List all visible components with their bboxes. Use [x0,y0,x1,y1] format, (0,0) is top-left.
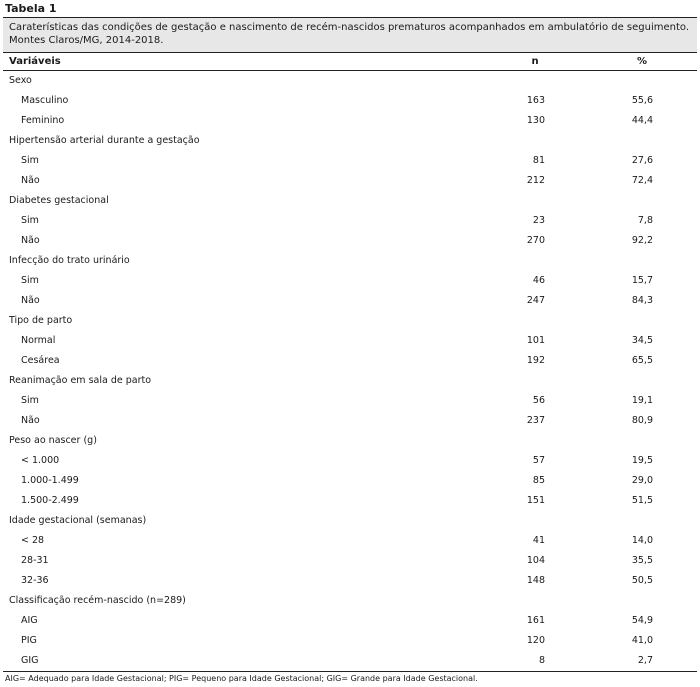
row-label: 32-36 [21,575,49,586]
table-row [3,531,697,551]
cell-pct: 44,4 [631,115,653,126]
cell-n [483,511,587,531]
header-variable: Variáveis [9,56,61,67]
table-row [3,331,697,351]
row-label: AIG [21,615,38,626]
cell-pct [587,71,697,91]
row-label: GIG [21,655,39,666]
group-label: Peso ao nascer (g) [9,435,97,446]
cell-pct: 54,9 [631,615,653,626]
cell-pct [587,311,697,331]
cell-pct: 2,7 [637,655,653,666]
table-row [3,231,697,251]
table-row [3,351,697,371]
cell-n: 41 [532,535,545,546]
table-group-row [3,511,697,531]
cell-n [483,251,587,271]
cell-n: 237 [526,415,545,426]
cell-pct [587,131,697,151]
cell-n: 130 [526,115,545,126]
cell-n: 247 [526,295,545,306]
cell-pct [587,251,697,271]
table-row [3,451,697,471]
row-label: PIG [21,635,37,646]
cell-n: 101 [526,335,545,346]
table-row [3,211,697,231]
cell-n: 81 [532,155,545,166]
cell-pct: 7,8 [637,215,653,226]
row-label: Cesárea [21,355,60,366]
table-row [3,551,697,571]
group-label: Sexo [9,75,32,86]
cell-pct: 19,5 [631,455,653,466]
table-header-row [3,53,697,71]
table-row [3,391,697,411]
row-label: < 28 [21,535,45,546]
table-row [3,151,697,171]
table-row [3,471,697,491]
row-label: Masculino [21,95,69,106]
table-group-row [3,371,697,391]
cell-n: 57 [532,455,545,466]
row-label: Feminino [21,115,65,126]
cell-pct [587,431,697,451]
row-label: Sim [21,215,39,226]
cell-n [483,191,587,211]
table-row [3,111,697,131]
table-row [3,491,697,511]
cell-n: 104 [526,555,545,566]
table-group-row [3,191,697,211]
row-label: Sim [21,275,39,286]
table-row [3,291,697,311]
row-label: Não [21,415,40,426]
cell-pct: 80,9 [631,415,653,426]
table-row [3,411,697,431]
group-label: Infecção do trato urinário [9,255,130,266]
header-pct: % [636,56,648,67]
cell-pct: 35,5 [631,555,653,566]
cell-pct: 41,0 [631,635,653,646]
cell-n: 46 [532,275,545,286]
cell-pct [587,511,697,531]
group-label: Classificação recém-nascido (n=289) [9,595,186,606]
table-row [3,571,697,591]
cell-pct [587,371,697,391]
cell-pct: 50,5 [631,575,653,586]
table-footnote: AIG= Adequado para Idade Gestacional; PIG= Pequeno para Idade Gestacional; GIG= Grande para Idade Gestacional. [5,674,478,683]
cell-pct: 19,1 [631,395,653,406]
cell-pct: 92,2 [631,235,653,246]
cell-n [483,371,587,391]
table-row [3,631,697,651]
cell-n: 151 [526,495,545,506]
group-label: Hipertensão arterial durante a gestação [9,135,200,146]
table-row [3,91,697,111]
cell-pct: 29,0 [631,475,653,486]
row-label: 1.000-1.499 [21,475,79,486]
table-row [3,611,697,631]
cell-n [483,591,587,611]
row-label: Normal [21,335,56,346]
cell-pct: 14,0 [631,535,653,546]
group-label: Idade gestacional (semanas) [9,515,147,526]
table-body [3,71,697,671]
table-row [3,651,697,671]
cell-n [483,431,587,451]
cell-n: 270 [526,235,545,246]
cell-n: 161 [526,615,545,626]
table-label: Tabela 1 [5,2,57,15]
row-label: Sim [21,155,39,166]
cell-pct: 34,5 [631,335,653,346]
cell-pct: 55,6 [631,95,653,106]
table-caption: Caraterísticas das condições de gestação e nascimento de recém-nascidos prematuros acompanhados em ambulatório de seguimento. Montes Claros/MG, 2014-2018. [3,17,697,53]
group-label: Reanimação em sala de parto [9,375,152,386]
cell-n: 8 [538,655,545,666]
cell-n: 192 [526,355,545,366]
header-n: n [531,56,539,67]
table-page [3,0,697,685]
cell-pct: 65,5 [631,355,653,366]
group-label: Diabetes gestacional [9,195,109,206]
row-label: Não [21,235,40,246]
cell-pct: 84,3 [631,295,653,306]
cell-n: 148 [526,575,545,586]
cell-pct [587,591,697,611]
table-group-row [3,71,697,91]
table-group-row [3,591,697,611]
row-label: 1.500-2.499 [21,495,79,506]
table-group-row [3,311,697,331]
cell-n: 163 [526,95,545,106]
cell-pct: 51,5 [631,495,653,506]
cell-n: 120 [526,635,545,646]
cell-n [483,71,587,91]
cell-n: 212 [526,175,545,186]
table-group-row [3,131,697,151]
cell-n [483,131,587,151]
table-group-row [3,251,697,271]
cell-n: 85 [532,475,545,486]
table-row [3,171,697,191]
cell-n: 23 [532,215,545,226]
table-group-row [3,431,697,451]
row-label: 28-31 [21,555,49,566]
row-label: Sim [21,395,39,406]
cell-pct: 27,6 [631,155,653,166]
table-row [3,271,697,291]
cell-pct: 15,7 [631,275,653,286]
cell-pct: 72,4 [631,175,653,186]
row-label: Não [21,175,40,186]
cell-pct [587,191,697,211]
row-label: < 1.000 [21,455,60,466]
cell-n: 56 [532,395,545,406]
group-label: Tipo de parto [9,315,73,326]
row-label: Não [21,295,40,306]
cell-n [483,311,587,331]
